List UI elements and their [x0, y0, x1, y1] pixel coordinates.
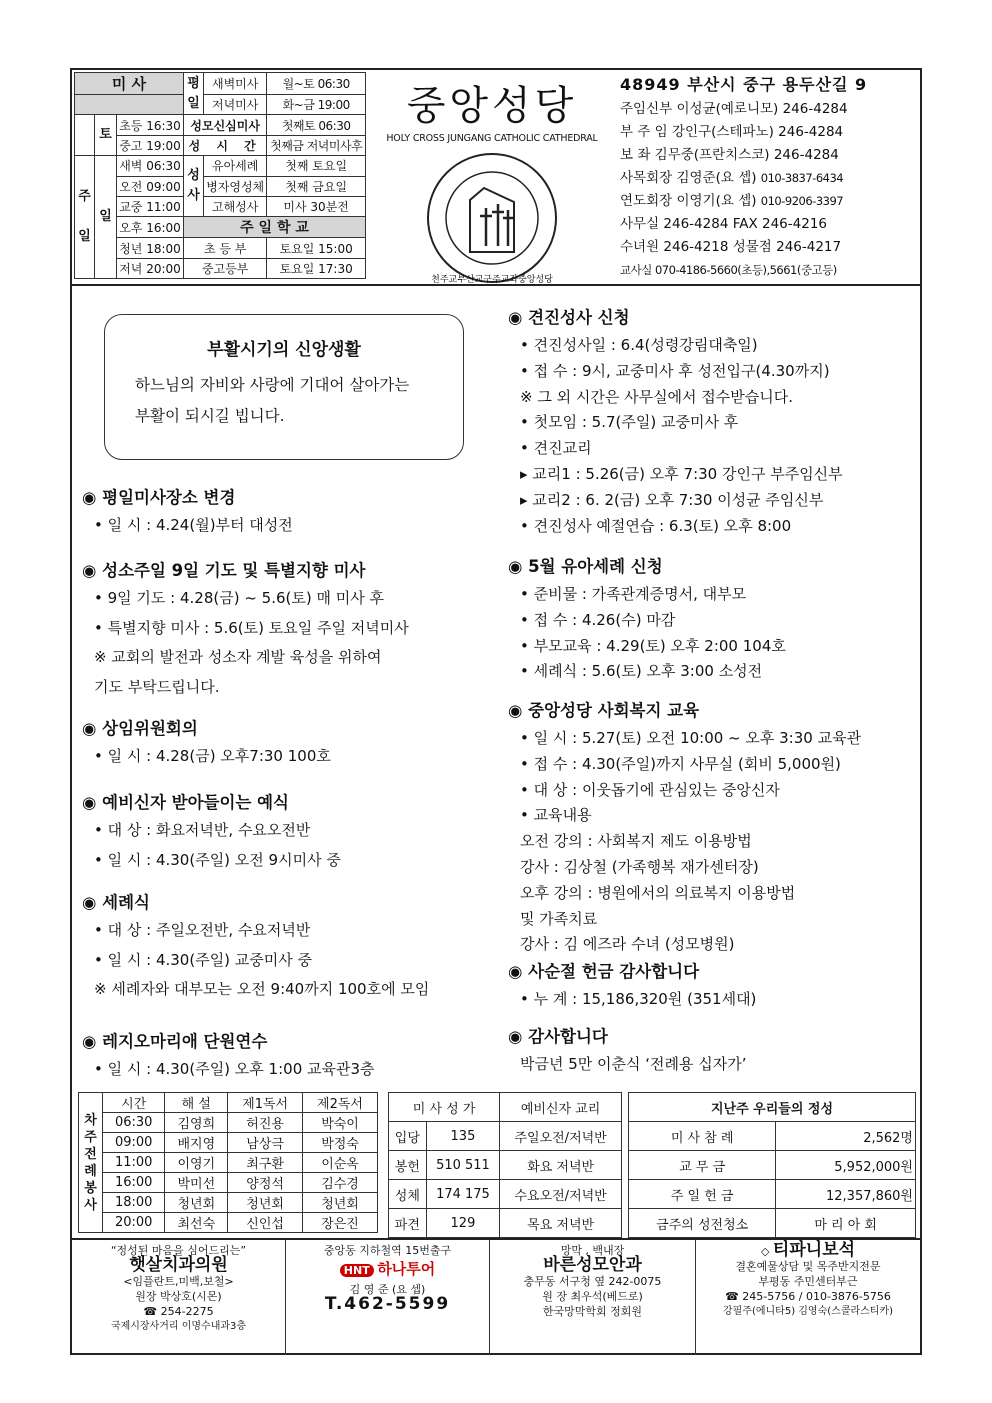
weekday-label: 평 일	[184, 73, 204, 115]
section-line: • 대 상 : 이웃돕기에 관심있는 중앙신자	[520, 780, 780, 799]
weekday-dawn: 새벽미사	[204, 73, 267, 95]
sun-4: 청년 18:00	[117, 238, 184, 258]
section-line: • 첫모임 : 5.7(주일) 교중미사 후	[520, 413, 739, 432]
section-line: • 특별지향 미사 : 5.6(토) 토요일 주일 저녁미사	[94, 618, 409, 637]
service-label: 차 주 전 례 봉 사	[79, 1093, 103, 1233]
table-row: 성체 174 175 수요오전/저녁반	[389, 1180, 622, 1209]
section-title: ◉ 예비신자 받아들이는 예식	[82, 793, 289, 812]
holy-hour: 성모신심미사	[184, 115, 267, 135]
table-row: 주 일 헌 금 12,357,860원	[629, 1180, 916, 1209]
section-line: • 부모교육 : 4.29(토) 오후 2:00 104호	[520, 636, 786, 655]
sac-2: 고해성사	[204, 196, 267, 216]
section-title: ◉ 세례식	[82, 893, 150, 912]
sun-0: 새벽 06:30	[117, 156, 184, 176]
school-1-b: 토요일 17:30	[267, 258, 366, 278]
table-row: 06:30 김영희 허진용 박숙이	[79, 1113, 378, 1133]
sun-5: 저녁 20:00	[117, 258, 184, 278]
section-line: • 접 수 : 4.26(수) 마감	[520, 610, 676, 629]
catechism-head: 예비신자 교리	[500, 1093, 622, 1122]
teacher-tel: 교사실 070-4186-5660(초등),5661(중고등)	[620, 263, 837, 277]
section-line: 강사 : 김 에즈라 수녀 (성모병원)	[520, 935, 735, 954]
box-title: 부활시기의 신앙생활	[207, 340, 361, 360]
sacrament-time-b: 첫째금 저녁미사후	[267, 135, 366, 155]
section-title: ◉ 레지오마리애 단원연수	[82, 1032, 268, 1051]
service-head: 시간	[103, 1093, 165, 1113]
section-line: • 교육내용	[520, 806, 592, 825]
table-row: 봉헌 510 511 화요 저녁반	[389, 1151, 622, 1180]
staff-3: 사목회장 김영준(요 셉) 010-3837-6434	[620, 170, 844, 186]
service-table	[78, 1092, 378, 1233]
ads-bar	[72, 1238, 920, 1353]
convent-tel: 수녀원 246-4218 성물점 246-4217	[620, 239, 842, 255]
table-row: 파견 129 목요 저녁반	[389, 1209, 622, 1238]
school-title: 주 일 학 교	[184, 217, 366, 238]
holy-hour-time: 첫째토 06:30	[267, 115, 366, 135]
section-title: ◉ 상임위원회의	[82, 719, 198, 738]
section-line: 오후 강의 : 병원에서의 의료복지 이용방법	[520, 883, 796, 902]
ad-dental: “정성된 마음을 심어드리는” 햇살치과의원 <임플란트,미백,보철> 원장 박상호(시몬) ☎ 254-2275 국제시장사거리 이명수내과3층	[72, 1240, 286, 1355]
contact-info	[620, 72, 920, 282]
ad-jewelry: ◇ 티파니보석 결혼예물상담 및 목주반지전문 부평동 주민센터부근 ☎ 245-5756 / 010-3876-5756 강필주(에니타5) 김영숙(스콜라스티카)	[722, 1240, 894, 1317]
section-line: ※ 세례자와 대부모는 오전 9:40까지 100호에 모임	[94, 980, 430, 998]
table-row: 입당 135 주일오전/저녁반	[389, 1122, 622, 1151]
section-line: ▸ 교리2 : 6. 2(금) 오후 7:30 이성균 주임신부	[520, 490, 824, 509]
sun-3: 오후 16:00	[117, 217, 184, 238]
sun-1: 오전 09:00	[117, 176, 184, 196]
section-line: • 견진성사 예절연습 : 6.3(토) 오후 8:00	[520, 516, 792, 535]
hnt-logo-icon: HNT	[340, 1264, 374, 1277]
seal-text: 천주교부산교구주교좌중앙성당	[431, 275, 553, 285]
section-title: ◉ 성소주일 9일 기도 및 특별지향 미사	[82, 561, 366, 580]
table-row: 교 무 금 5,952,000원	[629, 1151, 916, 1180]
church-name: 중앙성당	[406, 83, 578, 129]
section-line: ※ 교회의 발전과 성소자 계발 육성을 위하여	[94, 648, 382, 666]
school-1: 중고등부	[184, 258, 267, 278]
section-line: 기도 부탁드립니다.	[94, 677, 220, 696]
table-row: 금주의 성전청소 마 리 아 회	[629, 1209, 916, 1238]
church-english: HOLY CROSS JUNGANG CATHOLIC CATHEDRAL	[386, 133, 598, 144]
section-line: 강사 : 김상철 (가족행복 재가센터장)	[520, 858, 759, 876]
office-tel: 사무실 246-4284 FAX 246-4216	[620, 216, 827, 232]
address: 48949 부산시 중구 용두산길 9	[620, 75, 868, 94]
section-line: ※ 그 외 시간은 사무실에서 접수받습니다.	[520, 387, 794, 406]
sacrament-time: 성 시 간	[184, 135, 267, 155]
header	[72, 70, 920, 286]
offering-table	[628, 1092, 916, 1238]
weekday-dawn-time: 월~토 06:30	[267, 73, 366, 95]
section-title: ◉ 5월 유아세례 신청	[508, 557, 663, 576]
mass-title: 미 사	[75, 73, 184, 95]
section-line: • 일 시 : 4.30(주일) 오후 1:00 교육관3층	[94, 1060, 375, 1078]
school-0: 초 등 부	[184, 238, 267, 258]
sac-1-b: 첫째 금요일	[267, 176, 366, 196]
section-line: • 견진교리	[520, 439, 592, 458]
section-title: ◉ 평일미사장소 변경	[82, 488, 236, 507]
sunday-label: 주 일	[75, 156, 95, 279]
section-title: ◉ 견진성사 신청	[508, 308, 630, 327]
service-head: 해 설	[165, 1093, 228, 1113]
sac-2-b: 미사 30분전	[267, 196, 366, 216]
section-line: • 견진성사일 : 6.4(성령강림대축일)	[520, 336, 758, 354]
diamond-icon: ◇	[760, 1245, 770, 1258]
staff-2: 보 좌 김무중(프란치스코) 246-4284	[620, 147, 839, 163]
staff-0: 주임신부 이성균(예로니모) 246-4284	[620, 101, 848, 117]
section-line: • 세례식 : 5.6(토) 오후 3:00 소성전	[520, 662, 763, 681]
sacrament-label: 성 사	[184, 156, 204, 217]
offering-title: 지난주 우리들의 정성	[629, 1093, 916, 1122]
weekday-evening-time: 화~금 19:00	[267, 95, 366, 115]
section-line: • 9일 기도 : 4.28(금) ~ 5.6(토) 매 미사 후	[94, 589, 384, 607]
section-title: ◉ 감사합니다	[508, 1027, 608, 1046]
section-line: • 대 상 : 화요저녁반, 수요오전반	[94, 821, 311, 839]
table-row: 18:00 청년회 청년회 청년회	[79, 1193, 378, 1213]
table-row: 미 사 참 례 2,562명	[629, 1122, 916, 1151]
staff-1: 부 주 임 강인구(스테파노) 246-4284	[620, 124, 844, 140]
section-line: • 일 시 : 4.28(금) 오후7:30 100호	[94, 747, 331, 765]
section-line: ▸ 교리1 : 5.26(금) 오후 7:30 강인구 부주임신부	[520, 465, 843, 483]
mass-schedule-table: 미 사 평 일 새벽미사 월~토 06:30 저녁미사 화~금 19:00 토 초등 16:30 성모신심미사 첫째토 06:30 중고 19:00 성 시 간 첫째금 저녁미사후 주 일 일 새벽 06:30 성 사 유아세례 첫째 토요일 오전 09:00 병자영성체 첫째 금요일 교중 11:00 고해성사 미사 30분전 오후 16:00 주 일 학 교 청년 18:00 초 등 부 토요일 15:00 저녁 20:00 중고등부 토요일 17:30	[74, 72, 366, 279]
school-0-b: 토요일 15:00	[267, 238, 366, 258]
sun-2: 교중 11:00	[117, 196, 184, 216]
service-head: 제2독서	[303, 1093, 378, 1113]
table-row: 11:00 이영기 최구환 이순옥	[79, 1153, 378, 1173]
section-line: • 일 시 : 4.30(주일) 교중미사 중	[94, 950, 313, 969]
saturday-label: 토	[95, 115, 117, 156]
section-line: • 일 시 : 4.30(주일) 오전 9시미사 중	[94, 850, 341, 869]
section-line: • 대 상 : 주일오전반, 수요저녁반	[94, 921, 311, 939]
section-line: • 접 수 : 9시, 교중미사 후 성전입구(4.30까지)	[520, 361, 830, 380]
sat-r2: 중고 19:00	[117, 135, 184, 155]
table-row: 16:00 박미선 양정석 김수경	[79, 1173, 378, 1193]
section-title: ◉ 사순절 헌금 감사합니다	[508, 962, 700, 981]
staff-4: 연도회장 이영기(요 셉) 010-9206-3397	[620, 193, 844, 209]
section-line: • 일 시 : 5.27(토) 오전 10:00 ~ 오후 3:30 교육관	[520, 729, 862, 747]
ad-eye: 망막 , 백내장 바른성모안과 충무동 서구청 옆 242-0075 원 장 최우석(베드로) 한국망막학회 정회원	[490, 1240, 696, 1355]
cathedral-seal-icon	[422, 148, 562, 288]
section-line: • 누 계 : 15,186,320원 (351세대)	[520, 990, 757, 1008]
table-row: 09:00 배지영 남상극 박정숙	[79, 1133, 378, 1153]
choir-table	[388, 1092, 622, 1238]
section-line: • 준비물 : 가족관계증명서, 대부모	[520, 585, 747, 603]
bulletin-frame	[70, 68, 922, 1355]
section-line: 박금년 5만 이춘식 ‘전례용 십자가’	[520, 1055, 747, 1073]
ad-travel: 중앙동 지하철역 15번출구 HNT 하나투어 김 영 준 (요 셉) T.462-5599	[286, 1240, 490, 1355]
choir-head: 미 사 성 가	[389, 1093, 500, 1122]
section-line: 및 가족치료	[520, 909, 598, 928]
section-line: • 일 시 : 4.24(월)부터 대성전	[94, 516, 293, 534]
church-logo	[372, 70, 612, 284]
sac-0-b: 첫째 토요일	[267, 156, 366, 176]
service-head: 제1독서	[228, 1093, 303, 1113]
easter-message-box	[104, 314, 464, 460]
weekday-evening: 저녁미사	[204, 95, 267, 115]
section-line: • 접 수 : 4.30(주일)까지 사무실 (회비 5,000원)	[520, 754, 841, 773]
sac-0: 유아세례	[204, 156, 267, 176]
sat-r1: 초등 16:30	[117, 115, 184, 135]
sac-1: 병자영성체	[204, 176, 267, 196]
section-title: ◉ 중앙성당 사회복지 교육	[508, 701, 700, 720]
box-body: 하느님의 자비와 사랑에 기대어 살아가는 부활이 되시길 빕니다.	[135, 376, 410, 425]
table-row: 20:00 최선숙 신인섭 장은진	[79, 1213, 378, 1233]
section-line: 오전 강의 : 사회복지 제도 이용방법	[520, 832, 752, 851]
